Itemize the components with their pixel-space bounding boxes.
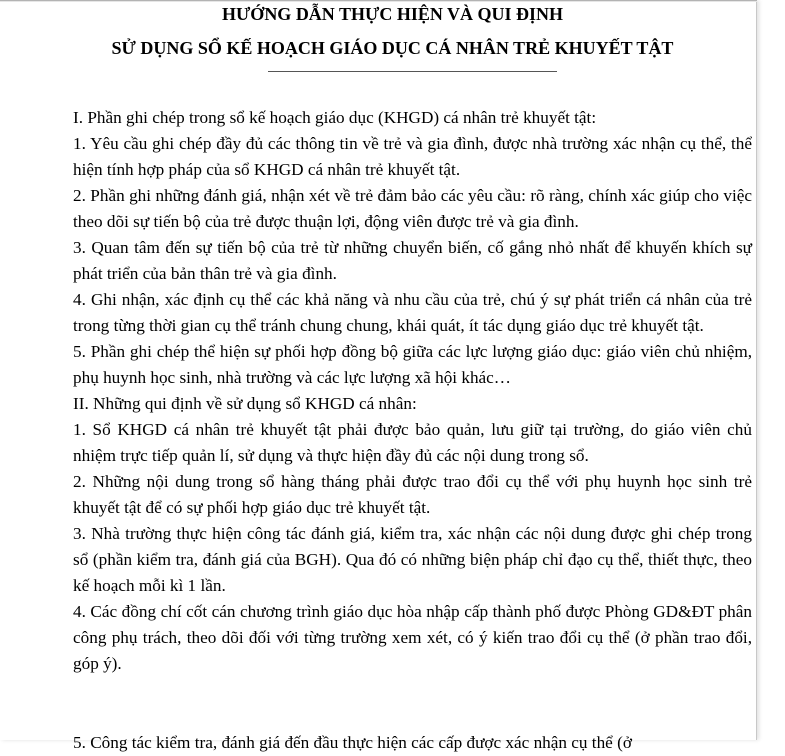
document-title-line-1: HƯỚNG DẪN THỰC HIỆN VÀ QUI ĐỊNH (221, 4, 564, 24)
page-top-shadow (0, 0, 757, 2)
paragraph: 4. Các đồng chí cốt cán chương trình giáo dục hòa nhập cấp thành phố được Phòng GD&ĐT phân công phụ trách, theo dõi đối với từng trường xem xét, có ý kiến trao đổi cụ thể (ở phần trao đổi, góp ý). (73, 602, 752, 673)
section-heading: I. Phần ghi chép trong sổ kế hoạch giáo dục (KHGD) cá nhân trẻ khuyết tật: (73, 108, 597, 127)
section-heading: II. Những qui định về sử dụng sổ KHGD cá nhân: (73, 394, 417, 413)
document-title-line-2: SỬ DỤNG SỔ KẾ HOẠCH GIÁO DỤC CÁ NHÂN TRẺ KHUYẾT TẬT (111, 38, 674, 58)
paragraph: 4. Ghi nhận, xác định cụ thể các khả năng và nhu cầu của trẻ, chú ý sự phát triển cá nhân của trẻ trong từng thời gian cụ thể tránh chung chung, khái quát, ít tác dụng giáo dục trẻ khuyết tật. (73, 290, 752, 335)
document-body (73, 105, 752, 677)
paragraph: 3. Nhà trường thực hiện công tác đánh giá, kiểm tra, xác nhận các nội dung được ghi chép trong sổ (phần kiểm tra, đánh giá của BGH). Qua đó có những biện pháp chỉ đạo cụ thể, thiết thực, theo kế hoạch mỗi kì 1 lần. (73, 524, 752, 595)
paragraph: 3. Quan tâm đến sự tiến bộ của trẻ từ những chuyển biến, cố gắng nhỏ nhất để khuyến khích sự phát triển của bản thân trẻ và gia đình. (73, 238, 752, 283)
paragraph: 2. Những nội dung trong sổ hàng tháng phải được trao đổi cụ thể với phụ huynh học sinh trẻ khuyết tật để có sự phối hợp giáo dục trẻ khuyết tật. (73, 472, 752, 517)
title-divider (268, 71, 557, 72)
paragraph: 1. Sổ KHGD cá nhân trẻ khuyết tật phải được bảo quản, lưu giữ tại trường, do giáo viên chủ nhiệm trực tiếp quản lí, sử dụng và thực hiện đầy đủ các nội dung trong sổ. (73, 420, 752, 465)
paragraph: 1. Yêu cầu ghi chép đầy đủ các thông tin về trẻ và gia đình, được nhà trường xác nhận cụ thể, thể hiện tính hợp pháp của sổ KHGD cá nhân trẻ khuyết tật. (73, 134, 752, 179)
paragraph: 5. Phần ghi chép thể hiện sự phối hợp đồng bộ giữa các lực lượng giáo dục: giáo viên chủ nhiệm, phụ huynh học sinh, nhà trường và các lực lượng xã hội khác… (73, 342, 752, 387)
paragraph-cut-off: 5. Công tác kiểm tra, đánh giá đến đầu thực hiện các cấp được xác nhận cụ thể (ở (73, 733, 632, 752)
paragraph: 2. Phần ghi những đánh giá, nhận xét về trẻ đảm bảo các yêu cầu: rõ ràng, chính xác giúp cho việc theo dõi sự tiến bộ của trẻ được thuận lợi, động viên được trẻ và gia đình. (73, 186, 752, 231)
